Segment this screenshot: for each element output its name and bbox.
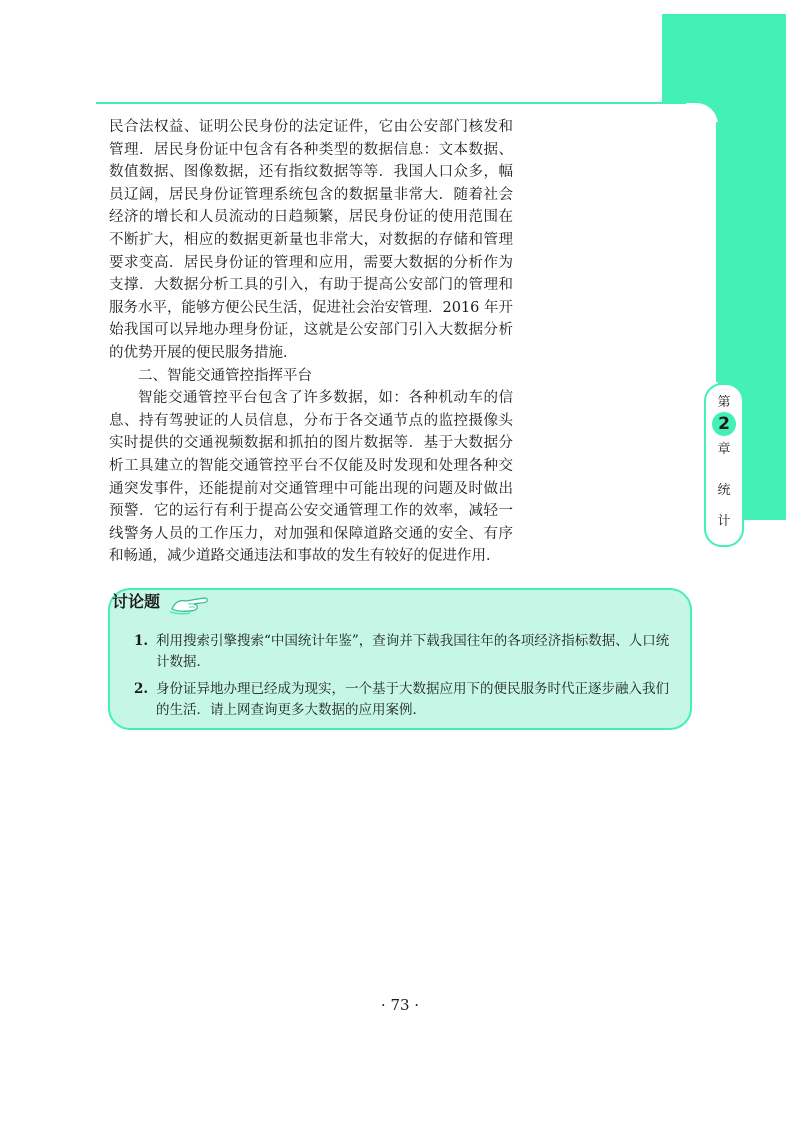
chapter-title-char-2: 计 bbox=[717, 514, 731, 529]
chapter-tab bbox=[704, 383, 744, 547]
discussion-list bbox=[134, 631, 674, 727]
discussion-item bbox=[134, 679, 674, 721]
section-heading-traffic: 二、智能交通管控指挥平台 bbox=[138, 367, 312, 384]
card-right-border bbox=[716, 122, 718, 382]
discussion-item bbox=[134, 631, 674, 673]
discussion-item-text: 身份证异地办理已经成为现实，一个基于大数据应用下的便民服务时代正逐步融入我们的生活．请上网查询更多大数据的应用案例． bbox=[156, 681, 669, 718]
discussion-item-text: 利用搜索引擎搜索“中国统计年鉴”，查询并下载我国往年的各项经济指标数据、人口统计数据． bbox=[156, 633, 670, 670]
chapter-suffix: 章 bbox=[717, 442, 731, 457]
pointing-hand-icon bbox=[170, 589, 210, 615]
paragraph-id-card: 民合法权益、证明公民身份的法定证件，它由公安部门核发和管理．居民身份证中包含有各种类型的数据信息：文本数据、数值数据、图像数据，还有指纹数据等等．我国人口众多，幅员辽阔，居民身份证管理系统包含的数据量非常大．随着社会经济的增长和人员流动的日趋频繁，居民身份证的使用范围在不断扩大，相应的数据更新量也非常大，对数据的存储和管理要求变高．居民身份证的管理和应用，需要大数据的分析作为支撑．大数据分析工具的引入，有助于提高公安部门的管理和服务水平，能够方便公民生活，促进社会治安管理．2016 年开始我国可以异地办理身份证，这就是公安部门引入大数据分析的优势开展的便民服务措施． bbox=[109, 119, 514, 361]
discussion-item-number: 1. bbox=[134, 633, 149, 649]
page-number: · 73 · bbox=[380, 996, 420, 1014]
chapter-prefix: 第 bbox=[717, 395, 731, 410]
chapter-number: 2 bbox=[712, 412, 736, 436]
card-top-border bbox=[96, 102, 686, 104]
discussion-item-number: 2. bbox=[134, 681, 149, 697]
chapter-title-char-1: 统 bbox=[717, 483, 731, 498]
discussion-label: 讨论题 bbox=[112, 592, 161, 611]
paragraph-traffic: 智能交通管控平台包含了许多数据，如：各种机动车的信息、持有驾驶证的人员信息，分布于各交通节点的监控摄像头实时提供的交通视频数据和抓拍的图片数据等．基于大数据分析工具建立的智能交通管控平台不仅能及时发现和处理各种交通突发事件，还能提前对交通管理中可能出现的问题及时做出预警．它的运行有利于提高公安交通管理工作的效率，减轻一线警务人员的工作压力，对加强和保障道路交通的安全、有序和畅通，减少道路交通违法和事故的发生有较好的促进作用． bbox=[109, 390, 513, 565]
body-text bbox=[109, 116, 513, 568]
